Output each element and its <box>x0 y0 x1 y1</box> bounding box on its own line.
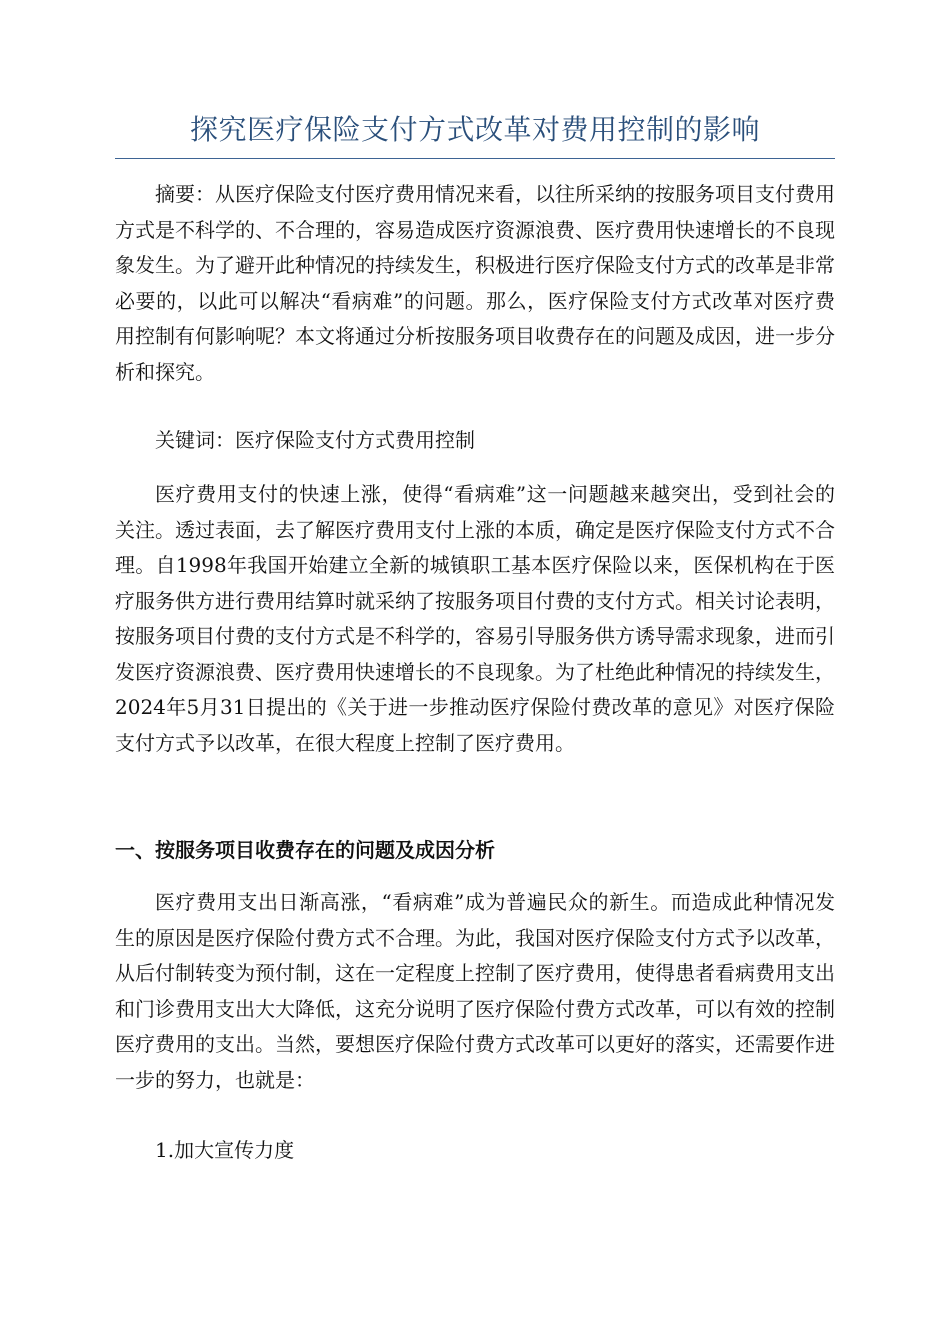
list-block <box>115 1133 835 1168</box>
intro-paragraph: 医疗费用支付的快速上涨，使得“看病难”这一问题越来越突出，受到社会的关注。透过表面，去了解医疗费用支付上涨的本质，确定是医疗保险支付方式不合理。自1998年我国开始建立全新的城镇职工基本医疗保险以来，医保机构在于医疗服务供方进行费用结算时就采纳了按服务项目付费的支付方式。相关讨论表明，按服务项目付费的支付方式是不科学的，容易引导服务供方诱导需求现象，进而引发医疗资源浪费、医疗费用快速增长的不良现象。为了杜绝此种情况的持续发生，2024年5月31日提出的《关于进一步推动医疗保险付费改革的意见》对医疗保险支付方式予以改革，在很大程度上控制了医疗费用。 <box>115 482 835 755</box>
abstract-block <box>115 177 835 390</box>
list-item: 1.加大宣传力度 <box>155 1138 295 1162</box>
abstract-paragraph: 摘要：从医疗保险支付医疗费用情况来看，以往所采纳的按服务项目支付费用方式是不科学的、不合理的，容易造成医疗资源浪费、医疗费用快速增长的不良现象发生。为了避开此种情况的持续发生，积极进行医疗保险支付方式的改革是非常必要的，以此可以解决“看病难”的问题。那么，医疗保险支付方式改革对医疗费用控制有何影响呢？本文将通过分析按服务项目收费存在的问题及成因，进一步分析和探究。 <box>115 182 835 384</box>
document-title: 探究医疗保险支付方式改革对费用控制的影响 <box>189 113 760 146</box>
keywords-block <box>115 423 835 459</box>
section-heading: 一、按服务项目收费存在的问题及成因分析 <box>115 838 495 862</box>
section-1-paragraph: 医疗费用支出日渐高涨，“看病难”成为普遍民众的新生。而造成此种情况发生的原因是医疗保险付费方式不合理。为此，我国对医疗保险支付方式予以改革，从后付制转变为预付制，这在一定程度上控制了医疗费用，使得患者看病费用支出和门诊费用支出大大降低，这充分说明了医疗保险付费方式改革，可以有效的控制医疗费用的支出。当然，要想医疗保险付费方式改革可以更好的落实，还需要作进一步的努力，也就是： <box>115 890 835 1092</box>
keywords-paragraph: 关键词：医疗保险支付方式费用控制 <box>155 428 475 452</box>
title-block <box>115 108 835 159</box>
section-1-body-block <box>115 885 835 1098</box>
intro-block <box>115 477 835 761</box>
section-1-heading-block <box>115 833 835 868</box>
